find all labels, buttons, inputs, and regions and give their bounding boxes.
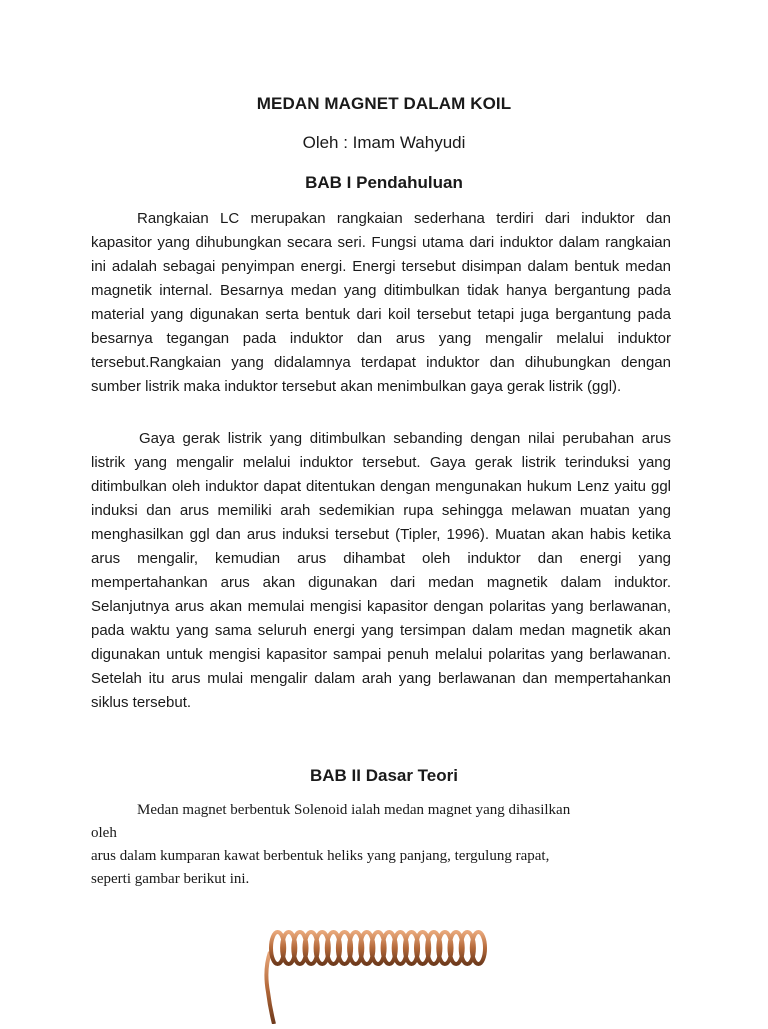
paragraph-3-line-1: Medan magnet berbentuk Solenoid ialah medan magnet yang dihasilkan [137, 802, 571, 818]
paragraph-3 [91, 799, 671, 891]
paragraph-1: Rangkaian LC merupakan rangkaian sederhana terdiri dari induktor dan kapasitor yang dihubungkan secara seri. Fungsi utama dari induktor dalam rangkaian ini adalah sebagai penyimpan energi. Energi tersebut disimpan dalam bentuk medan magnetik internal. Besarnya medan yang ditimbulkan tidak hanya bergantung pada material yang digunakan serta bentuk dari koil tersebut tetapi juga bergantung pada besarnya tegangan pada induktor dan arus yang mengalir melalui induktor tersebut.Rangkaian yang didalamnya terdapat induktor dan dihubungkan dengan sumber listrik maka induktor tersebut akan menimbulkan gaya gerak listrik (ggl). [91, 210, 671, 395]
document-title: MEDAN MAGNET DALAM KOIL [256, 94, 512, 113]
document-author: Oleh : Imam Wahyudi [302, 133, 466, 152]
paragraph-3-line-4: seperti gambar berikut ini. [91, 871, 250, 887]
paragraph-3-line-3: arus dalam kumparan kawat berbentuk heliks yang panjang, tergulung rapat, [91, 848, 550, 864]
copper-coil-solenoid-icon [258, 912, 498, 1024]
solenoid-figure [258, 912, 498, 1024]
section-heading-bab-2: BAB II Dasar Teori [309, 766, 458, 785]
paragraph-2: Gaya gerak listrik yang ditimbulkan sebanding dengan nilai perubahan arus listrik yang mengalir melalui induktor tersebut. Gaya gerak listrik terinduksi yang ditimbulkan oleh induktor dapat ditentukan dengan mengunakan hukum Lenz yaitu ggl induksi dan arus memiliki arah sedemikian rupa sehingga melawan muatan yang menghasilkan ggl dan arus induksi tersebut (Tipler, 1996). Muatan akan habis ketika arus mengalir, kemudian arus dihambat oleh induktor dan energi yang mempertahankan arus akan digunakan dari medan magnetik dalam induktor. Selanjutnya arus akan memulai mengisi kapasitor dengan polaritas yang berlawanan, pada waktu yang sama seluruh energi yang tersimpan dalam medan magnetik akan digunakan untuk mengisi kapasitor sampai penuh melalui polaritas yang berlawanan. Setelah itu arus mulai mengalir dalam arah yang berlawanan dan mempertahankan siklus tersebut. [91, 430, 671, 711]
coil-turn [472, 932, 485, 964]
section-heading-bab-1: BAB I Pendahuluan [305, 173, 463, 192]
paragraph-3-line-2: oleh [91, 825, 117, 841]
